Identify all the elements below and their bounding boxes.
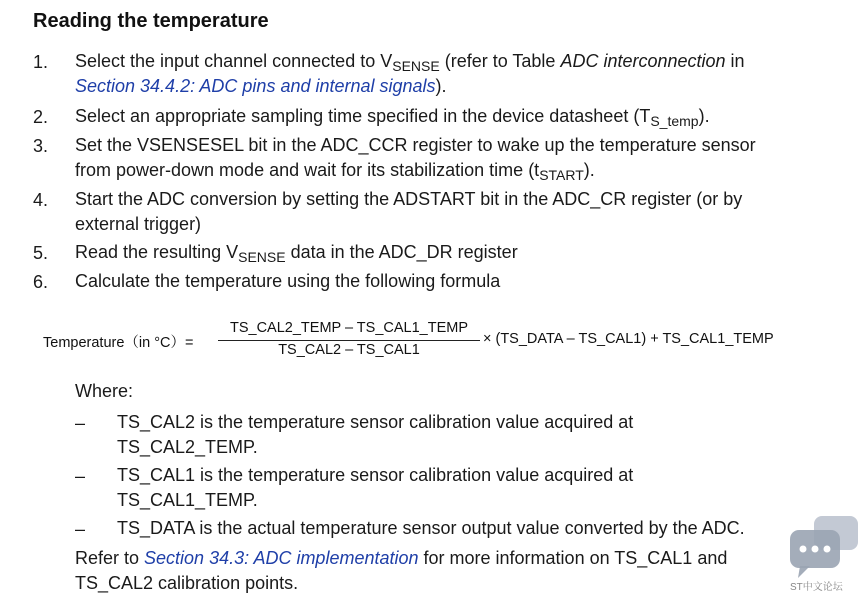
section-title: Reading the temperature — [33, 10, 269, 32]
step-number: 2. — [33, 107, 49, 127]
step-number: 6. — [33, 272, 49, 292]
step-number: 5. — [33, 243, 49, 263]
fraction-bar — [218, 340, 480, 341]
where-label: Where: — [75, 381, 134, 401]
step-2-text: Select an appropriate sampling time specified in the device datasheet $(T_{S\_temp})$. — [75, 106, 710, 129]
formula-numerator: TS_CAL2_TEMP – TS_CAL1_TEMP — [229, 320, 468, 336]
step-number: 1. — [33, 52, 49, 72]
step-4-text: Start the ADC conversion by setting the ADSTART bit in the ADC_CR register (or by external trigger) — [75, 189, 743, 234]
step-number: 3. — [33, 136, 49, 156]
watermark-text: ST中文论坛 — [790, 582, 843, 593]
step-number: 4. — [33, 190, 49, 210]
definition-ts-cal1: TS_CAL1 is the temperature sensor calibration value acquired at TS_CAL1_TEMP. — [117, 465, 634, 510]
formula-rest: × (TS_DATA – TS_CAL1) + TS_CAL1_TEMP — [483, 331, 774, 347]
step-5-text: Read the resulting $V_{SENSE}$ data in the ADC_DR register — [75, 242, 518, 265]
list-dash: – — [75, 519, 86, 539]
formula-label: Temperature（in °C）= — [43, 335, 194, 351]
refer-paragraph: Refer to Section 34.3: ADC implementation for more information on TS_CAL1 and TS_CAL2 calibration points. — [75, 548, 728, 593]
step-3-text: Set the VSENSESEL bit in the ADC_CCR register to wake up the temperature sensor from power-down mode and wait for its stabilization time $(t_{START})$. — [75, 135, 756, 183]
step-1-text: Select the input channel connected to $V_{SENSE}$ (refer to Table ADC interconnection in Section 34.4.2: ADC pins and internal signals). — [75, 51, 745, 96]
section-link-adc-implementation[interactable]: Section 34.3: ADC implementation — [144, 548, 419, 568]
step-6-text: Calculate the temperature using the following formula — [75, 271, 501, 291]
definition-ts-cal2: TS_CAL2 is the temperature sensor calibration value acquired at TS_CAL2_TEMP. — [117, 412, 634, 457]
section-link-adc-pins[interactable]: Section 34.4.2: ADC pins and internal signals — [75, 76, 436, 96]
definition-ts-data: TS_DATA is the actual temperature sensor output value converted by the ADC. — [117, 518, 745, 538]
list-dash: – — [75, 413, 86, 433]
formula-denominator: TS_CAL2 – TS_CAL1 — [278, 342, 420, 358]
list-dash: – — [75, 466, 86, 486]
